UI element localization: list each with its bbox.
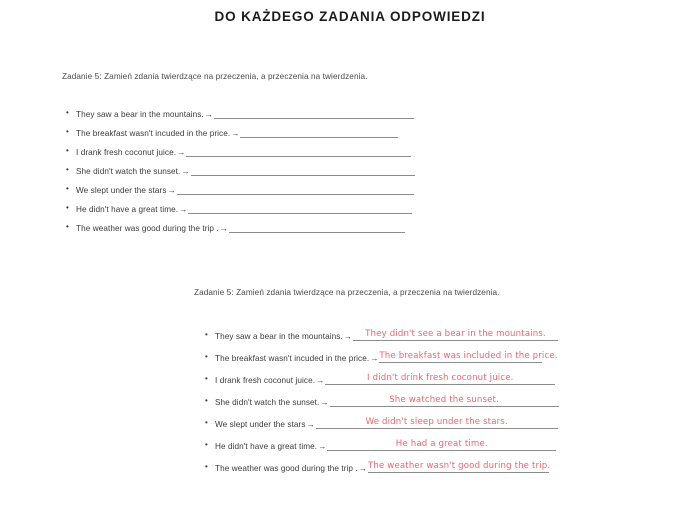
exercise-item-list bbox=[62, 100, 482, 233]
answer-blank-line[interactable] bbox=[214, 109, 414, 119]
bullet-icon bbox=[205, 441, 215, 449]
handwritten-answer: The breakfast was included in the price. bbox=[379, 351, 558, 362]
sentence-prompt: The breakfast wasn't incuded in the price. bbox=[76, 129, 231, 138]
sentence-prompt: The breakfast wasn't incuded in the price. bbox=[215, 354, 370, 363]
sentence-prompt: They saw a bear in the mountains. bbox=[76, 110, 204, 119]
exercise-item bbox=[62, 176, 482, 195]
handwritten-answer: They didn't see a bear in the mountains. bbox=[365, 329, 546, 340]
sentence-prompt: He didn't have a great time. bbox=[215, 442, 318, 451]
sentence-prompt: We slept under the stars bbox=[215, 420, 306, 429]
bullet-icon bbox=[66, 147, 76, 155]
answer-blank-line[interactable] bbox=[327, 441, 556, 451]
exercise-item bbox=[62, 214, 482, 233]
answer-blank-line[interactable] bbox=[379, 351, 558, 363]
arrow-right-icon: → bbox=[370, 354, 379, 363]
bullet-icon bbox=[66, 204, 76, 212]
exercise-item bbox=[62, 138, 482, 157]
answer-blank-line[interactable] bbox=[177, 185, 414, 195]
sentence-prompt: They saw a bear in the mountains. bbox=[215, 332, 343, 341]
answer-blank-line[interactable] bbox=[188, 204, 412, 214]
handwritten-answer: I didn't drink fresh coconut juice. bbox=[367, 373, 514, 384]
exercise-item bbox=[62, 157, 482, 176]
answer-blank-line[interactable] bbox=[191, 166, 415, 176]
sentence-prompt: The weather was good during the trip . bbox=[215, 464, 358, 473]
arrow-right-icon: → bbox=[177, 148, 186, 157]
handwritten-answer: She watched the sunset. bbox=[389, 395, 499, 406]
bullet-icon bbox=[205, 463, 215, 471]
answer-blank-line[interactable] bbox=[325, 375, 555, 385]
arrow-right-icon: → bbox=[320, 398, 329, 407]
answer-blank-line[interactable] bbox=[368, 463, 549, 473]
bullet-icon bbox=[66, 128, 76, 136]
bullet-icon bbox=[205, 375, 215, 383]
exercise-item bbox=[62, 195, 482, 214]
bullet-icon bbox=[66, 166, 76, 174]
exercise-item bbox=[194, 385, 644, 407]
exercise-item bbox=[62, 100, 482, 119]
bullet-icon bbox=[66, 223, 76, 231]
exercise-item bbox=[194, 451, 644, 473]
bullet-icon bbox=[66, 185, 76, 193]
answer-blank-line[interactable] bbox=[330, 397, 559, 407]
sentence-prompt: I drank fresh coconut juice. bbox=[215, 376, 316, 385]
arrow-right-icon: → bbox=[306, 420, 315, 429]
bullet-icon bbox=[205, 331, 215, 339]
worksheet-answered-exercise bbox=[194, 288, 644, 473]
handwritten-answer: The weather wasn't good during the trip. bbox=[367, 461, 551, 472]
sentence-prompt: I drank fresh coconut juice. bbox=[76, 148, 177, 157]
arrow-right-icon: → bbox=[343, 332, 352, 341]
arrow-right-icon: → bbox=[204, 110, 213, 119]
exercise-instruction: Zadanie 5: Zamień zdania twierdzące na przeczenia, a przeczenia na twierdzenia. bbox=[194, 288, 500, 297]
arrow-right-icon: → bbox=[318, 442, 327, 451]
handwritten-answer: We didn't sleep under the stars. bbox=[365, 417, 508, 428]
arrow-right-icon: → bbox=[181, 167, 190, 176]
answer-blank-line[interactable] bbox=[316, 419, 558, 429]
answer-blank-line[interactable] bbox=[186, 147, 411, 157]
answer-blank-line[interactable] bbox=[229, 223, 405, 233]
handwritten-answer: He had a great time. bbox=[395, 439, 488, 450]
sentence-prompt: She didn't watch the sunset. bbox=[76, 167, 181, 176]
sentence-prompt: He didn't have a great time. bbox=[76, 205, 179, 214]
answer-blank-line[interactable] bbox=[240, 128, 398, 138]
exercise-item bbox=[194, 319, 644, 341]
page-title: DO KAŻDEGO ZADANIA ODPOWIEDZI bbox=[214, 9, 486, 24]
arrow-right-icon: → bbox=[231, 129, 240, 138]
exercise-instruction: Zadanie 5: Zamień zdania twierdzące na przeczenia, a przeczenia na twierdzenia. bbox=[62, 72, 368, 81]
sentence-prompt: The weather was good during the trip . bbox=[76, 224, 219, 233]
exercise-item bbox=[194, 407, 644, 429]
exercise-item bbox=[194, 341, 644, 363]
exercise-item-list bbox=[194, 319, 644, 473]
exercise-item bbox=[194, 429, 644, 451]
sentence-prompt: We slept under the stars bbox=[76, 186, 167, 195]
exercise-item bbox=[194, 363, 644, 385]
arrow-right-icon: → bbox=[167, 186, 176, 195]
sentence-prompt: She didn't watch the sunset. bbox=[215, 398, 320, 407]
bullet-icon bbox=[205, 353, 215, 361]
arrow-right-icon: → bbox=[179, 205, 188, 214]
exercise-item bbox=[62, 119, 482, 138]
arrow-right-icon: → bbox=[358, 464, 367, 473]
bullet-icon bbox=[205, 397, 215, 405]
arrow-right-icon: → bbox=[316, 376, 325, 385]
bullet-icon bbox=[205, 419, 215, 427]
worksheet-blank-exercise bbox=[62, 72, 482, 233]
bullet-icon bbox=[66, 109, 76, 117]
arrow-right-icon: → bbox=[219, 224, 228, 233]
answer-blank-line[interactable] bbox=[353, 331, 558, 341]
